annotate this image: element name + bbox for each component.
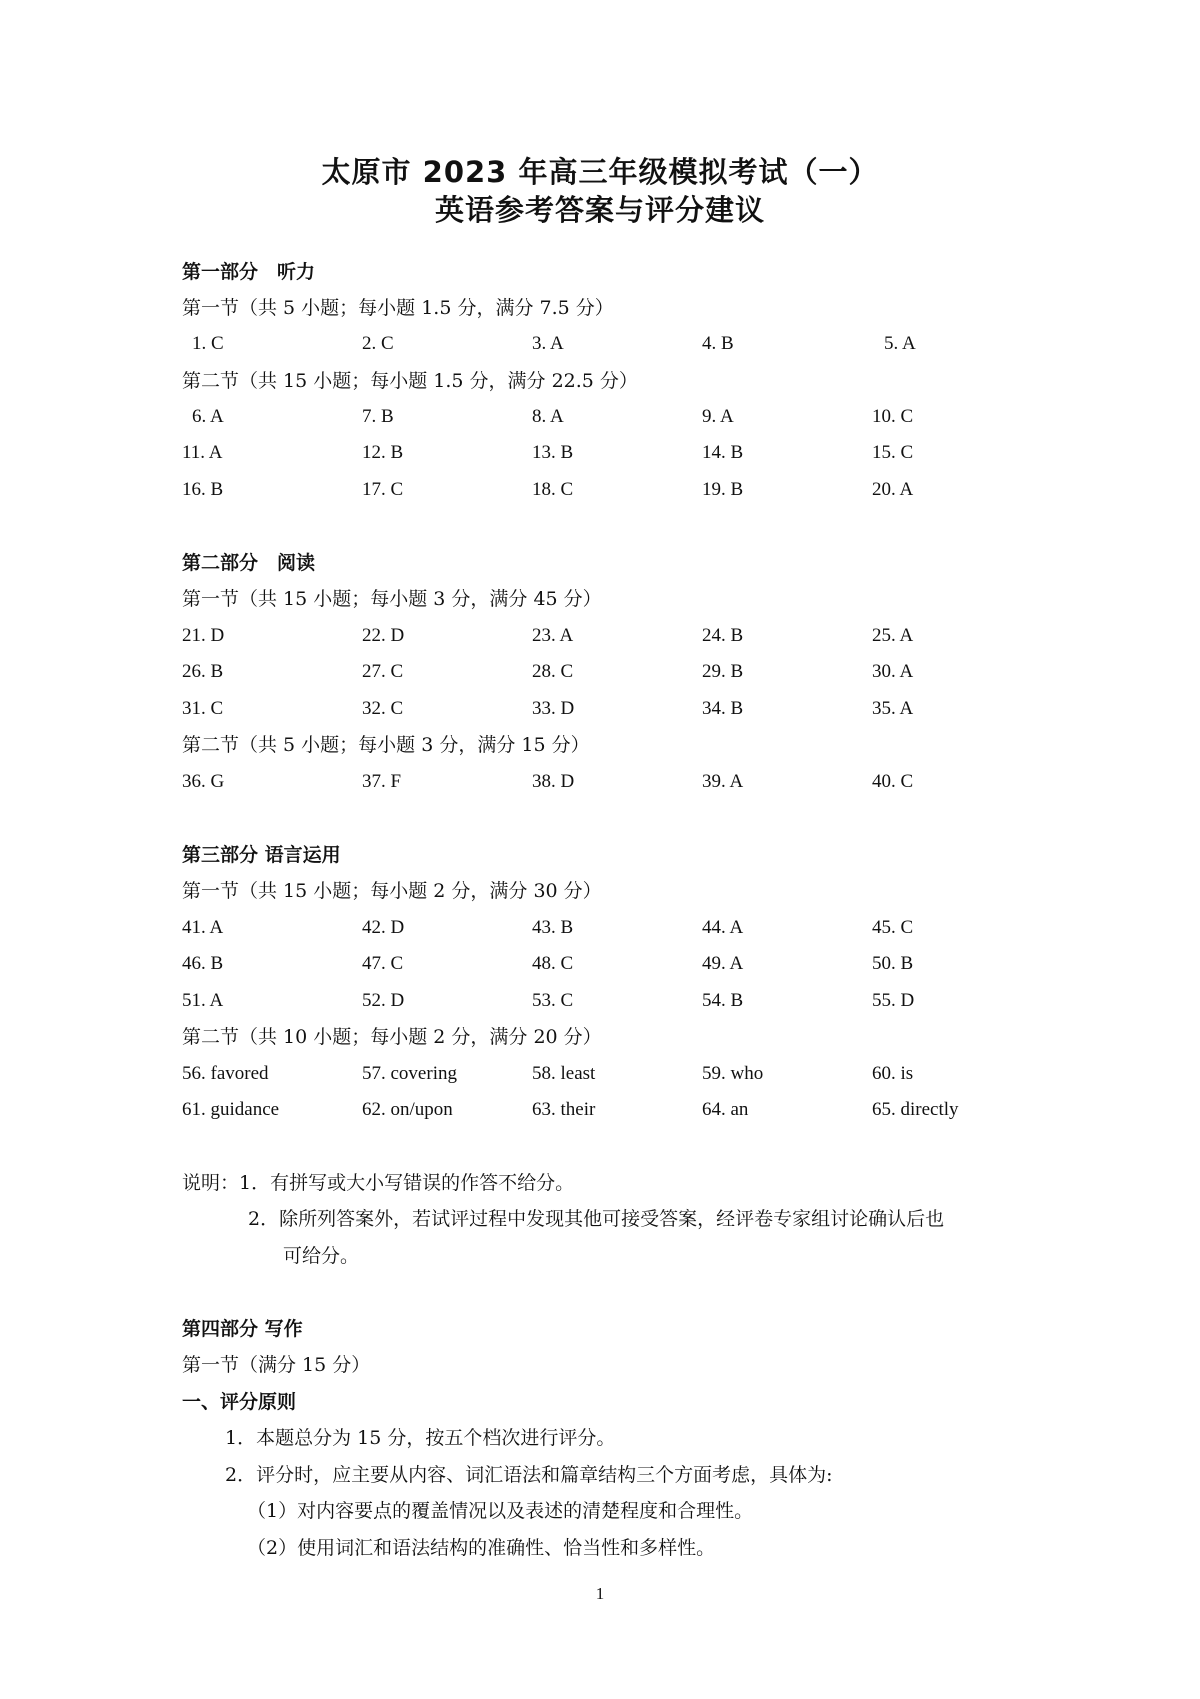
answer-cell: 15. C <box>872 442 914 463</box>
answer-cell: 55. D <box>872 990 915 1011</box>
part4-heading: 第四部分 写作 <box>182 1318 303 1340</box>
answer-cell: 9. A <box>702 406 734 427</box>
answer-cell: 10. C <box>872 406 914 427</box>
answer-cell: 18. C <box>532 479 574 500</box>
answer-cell: 44. A <box>702 917 744 938</box>
answer-cell: 62. on/upon <box>362 1099 453 1120</box>
answer-cell: 28. C <box>532 661 574 682</box>
principles-heading: 一、评分原则 <box>182 1391 297 1413</box>
answer-cell: 31. C <box>182 698 224 719</box>
answer-cell: 30. A <box>872 661 914 682</box>
answer-cell: 46. B <box>182 953 224 974</box>
answer-row <box>182 696 1082 722</box>
answer-row <box>182 769 1082 795</box>
part2-section1-label: 第一节（共 15 小题；每小题 3 分，满分 45 分） <box>182 588 602 610</box>
answer-cell: 16. B <box>182 479 224 500</box>
principle-subitem: （1）对内容要点的覆盖情况以及表述的清楚程度和合理性。 <box>247 1500 754 1522</box>
answer-cell: 45. C <box>872 917 914 938</box>
answer-row <box>182 623 1082 649</box>
answer-cell: 19. B <box>702 479 744 500</box>
part1-heading: 第一部分 听力 <box>182 261 316 283</box>
answer-row <box>182 659 1082 685</box>
part1-section1-label: 第一节（共 5 小题；每小题 1.5 分，满分 7.5 分） <box>182 297 614 319</box>
document-title: 太原市 2023 年高三年级模拟考试（一） <box>321 155 879 189</box>
answer-cell: 33. D <box>532 698 575 719</box>
part2-section2-label: 第二节（共 5 小题；每小题 3 分，满分 15 分） <box>182 734 590 756</box>
page-number: 1 <box>595 1584 605 1603</box>
answer-cell: 12. B <box>362 442 404 463</box>
answer-cell: 35. A <box>872 698 914 719</box>
part1-section2-label: 第二节（共 15 小题；每小题 1.5 分，满分 22.5 分） <box>182 370 638 392</box>
answer-cell: 8. A <box>532 406 564 427</box>
answer-cell: 1. C <box>192 333 224 354</box>
answer-cell: 47. C <box>362 953 404 974</box>
answer-row <box>182 404 1082 430</box>
answer-cell: 6. A <box>192 406 224 427</box>
part3-section1-label: 第一节（共 15 小题；每小题 2 分，满分 30 分） <box>182 880 602 902</box>
answer-cell: 48. C <box>532 953 574 974</box>
answer-cell: 32. C <box>362 698 404 719</box>
answer-cell: 53. C <box>532 990 574 1011</box>
notes-line-3: 可给分。 <box>283 1245 360 1267</box>
answer-cell: 5. A <box>884 333 916 354</box>
answer-cell: 23. A <box>532 625 574 646</box>
answer-cell: 51. A <box>182 990 224 1011</box>
answer-row <box>182 915 1082 941</box>
answer-row <box>182 440 1082 466</box>
answer-cell: 64. an <box>702 1099 749 1120</box>
answer-cell: 39. A <box>702 771 744 792</box>
answer-cell: 34. B <box>702 698 744 719</box>
answer-cell: 54. B <box>702 990 744 1011</box>
answer-cell: 57. covering <box>362 1063 457 1084</box>
part3-heading: 第三部分 语言运用 <box>182 844 341 866</box>
answer-cell: 14. B <box>702 442 744 463</box>
answer-cell: 27. C <box>362 661 404 682</box>
answer-cell: 50. B <box>872 953 914 974</box>
answer-cell: 29. B <box>702 661 744 682</box>
answer-cell: 65. directly <box>872 1099 959 1120</box>
answer-cell: 25. A <box>872 625 914 646</box>
answer-cell: 40. C <box>872 771 914 792</box>
answer-row <box>182 477 1082 503</box>
principle-subitem: （2）使用词汇和语法结构的准确性、恰当性和多样性。 <box>247 1537 716 1559</box>
answer-row <box>182 988 1082 1014</box>
document-subtitle: 英语参考答案与评分建议 <box>434 193 765 227</box>
answer-cell: 43. B <box>532 917 574 938</box>
answer-row <box>182 1061 1082 1087</box>
answer-cell: 42. D <box>362 917 405 938</box>
notes-line-2: 2．除所列答案外，若试评过程中发现其他可接受答案，经评卷专家组讨论确认后也 <box>248 1208 945 1230</box>
answer-cell: 37. F <box>362 771 402 792</box>
notes-line-1: 说明：1．有拼写或大小写错误的作答不给分。 <box>182 1172 575 1194</box>
answer-cell: 60. is <box>872 1063 914 1084</box>
answer-row <box>182 1097 1082 1123</box>
answer-cell: 17. C <box>362 479 404 500</box>
answer-cell: 58. least <box>532 1063 596 1084</box>
answer-row <box>192 331 1092 357</box>
answer-cell: 52. D <box>362 990 405 1011</box>
answer-cell: 20. A <box>872 479 914 500</box>
answer-cell: 24. B <box>702 625 744 646</box>
answer-cell: 4. B <box>702 333 734 354</box>
answer-row <box>182 951 1082 977</box>
answer-cell: 36. G <box>182 771 225 792</box>
answer-cell: 26. B <box>182 661 224 682</box>
answer-cell: 2. C <box>362 333 394 354</box>
answer-cell: 49. A <box>702 953 744 974</box>
answer-cell: 59. who <box>702 1063 764 1084</box>
answer-cell: 21. D <box>182 625 225 646</box>
answer-cell: 3. A <box>532 333 564 354</box>
principle-item: 1．本题总分为 15 分，按五个档次进行评分。 <box>225 1427 616 1449</box>
answer-cell: 56. favored <box>182 1063 269 1084</box>
answer-cell: 22. D <box>362 625 405 646</box>
answer-cell: 11. A <box>182 442 223 463</box>
answer-cell: 41. A <box>182 917 224 938</box>
answer-cell: 13. B <box>532 442 574 463</box>
answer-cell: 63. their <box>532 1099 596 1120</box>
principle-item: 2．评分时，应主要从内容、词汇语法和篇章结构三个方面考虑，具体为: <box>225 1464 833 1486</box>
part2-heading: 第二部分 阅读 <box>182 552 316 574</box>
answer-cell: 38. D <box>532 771 575 792</box>
part4-section1-label: 第一节（满分 15 分） <box>182 1354 371 1376</box>
answer-cell: 61. guidance <box>182 1099 280 1120</box>
answer-cell: 7. B <box>362 406 394 427</box>
part3-section2-label: 第二节（共 10 小题；每小题 2 分，满分 20 分） <box>182 1026 602 1048</box>
